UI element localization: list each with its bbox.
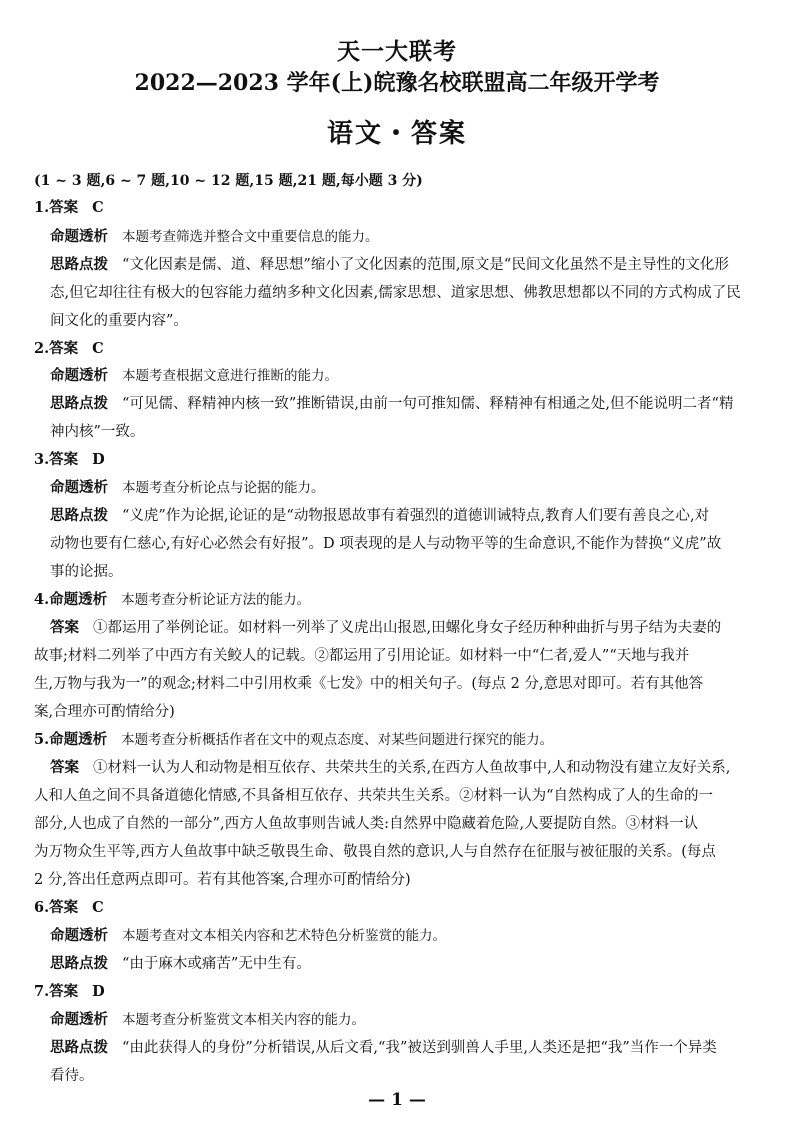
q4-answer-text-1: ①都运用了举例论证。如材料一列举了义虎出山报恩,田螺化身女子经历种种曲折与男子结为夫妻的 xyxy=(93,620,722,636)
tips-label: 思路点拨 xyxy=(50,256,108,273)
q1-analysis: 本题考查筛选并整合文中重要信息的能力。 xyxy=(122,229,379,245)
q7-tips-line xyxy=(50,1036,717,1057)
q5-number: 5. xyxy=(34,731,50,748)
q7-answer: D xyxy=(92,983,105,1000)
q1-answer-line xyxy=(34,196,104,217)
q3-answer: D xyxy=(92,451,105,468)
q5-answer-text-4: 为万物众生平等,西方人鱼故事中缺乏敬畏生命、敬畏自然的意识,人与自然存在征服与被征服的关系。(每点 xyxy=(34,844,716,860)
q3-answer-line xyxy=(34,448,105,469)
q5-answer-text-2: 人和人鱼之间不具备道德化情感,不具备相互依存、共荣共生关系。②材料一认为“自然构成了人的生命的一 xyxy=(34,788,714,804)
q3-number: 3. xyxy=(34,451,50,468)
tips-label: 思路点拨 xyxy=(50,395,108,412)
q7-answer-line xyxy=(34,980,105,1001)
q3-tips-text-2: 动物也要有仁慈心,有好心必然会有好报”。D 项表现的是人与动物平等的生命意识,不能作为替换“义虎”故 xyxy=(50,536,722,552)
q6-analysis-line xyxy=(50,924,446,945)
answer-label: 答案 xyxy=(49,340,79,357)
answer-label: 答案 xyxy=(49,983,79,1000)
q4-answer-line xyxy=(50,616,721,637)
analysis-label: 命题透析 xyxy=(49,591,108,608)
q2-number: 2. xyxy=(34,340,50,357)
q3-tips-text-1: “义虎”作为论据,论证的是“动物报恩故事有着强烈的道德训诫特点,教育人们要有善良之心,对 xyxy=(122,508,710,524)
q6-answer: C xyxy=(92,899,104,916)
tips-label: 思路点拨 xyxy=(50,955,108,972)
q2-analysis-line xyxy=(50,364,338,385)
q2-analysis: 本题考查根据文意进行推断的能力。 xyxy=(122,368,338,384)
page-number: — 1 — xyxy=(368,1090,426,1110)
q3-analysis-line xyxy=(50,476,325,497)
q6-tips-text-1: “由于麻木或痛苦”无中生有。 xyxy=(122,956,311,972)
analysis-label: 命题透析 xyxy=(50,1011,108,1028)
q7-analysis: 本题考查分析鉴赏文本相关内容的能力。 xyxy=(122,1012,365,1028)
answer-label: 答案 xyxy=(50,759,79,776)
analysis-label: 命题透析 xyxy=(50,228,108,245)
q4-analysis: 本题考查分析论证方法的能力。 xyxy=(121,592,311,608)
q4-analysis-line xyxy=(34,588,310,609)
q1-analysis-line xyxy=(50,225,379,246)
exam-subtitle: 2022—2023 学年(上)皖豫名校联盟高二年级开学考 xyxy=(134,70,660,96)
q1-number: 1. xyxy=(34,199,50,216)
q3-tips-text-3: 事的论据。 xyxy=(50,564,123,580)
q6-number: 6. xyxy=(34,899,50,916)
q7-tips-text-2: 看待。 xyxy=(50,1068,94,1084)
q2-answer-line xyxy=(34,337,104,358)
q5-answer-text-3: 部分,人也成了自然的一部分”,西方人鱼故事则告诫人类:自然界中隐藏着危险,人要提防自然。③材料一认 xyxy=(34,816,699,832)
q6-tips-line xyxy=(50,952,311,973)
answer-label: 答案 xyxy=(49,899,79,916)
q1-tips-text-3: 间文化的重要内容”。 xyxy=(50,313,188,329)
q1-tips-text-1: “文化因素是儒、道、释思想”缩小了文化因素的范围,原文是“民间文化虽然不是主导性的文化形 xyxy=(122,257,729,273)
q2-tips-line xyxy=(50,392,733,413)
tips-label: 思路点拨 xyxy=(50,507,108,524)
q4-answer-text-2: 故事;材料二列举了中西方有关鲛人的记载。②都运用了引用论证。如材料一中“仁者,爱人”“天地与我并 xyxy=(34,648,690,664)
q6-analysis: 本题考查对文本相关内容和艺术特色分析鉴赏的能力。 xyxy=(122,928,446,944)
q5-answer-text-5: 2 分,答出任意两点即可。若有其他答案,合理亦可酌情给分) xyxy=(34,872,411,888)
q7-number: 7. xyxy=(34,983,50,1000)
analysis-label: 命题透析 xyxy=(49,731,108,748)
answer-label: 答案 xyxy=(49,199,79,216)
q1-tips-line xyxy=(50,253,729,274)
q2-tips-text-2: 神内核”一致。 xyxy=(50,424,145,440)
analysis-label: 命题透析 xyxy=(50,927,108,944)
q5-answer-line xyxy=(50,756,730,777)
q3-tips-line xyxy=(50,504,709,525)
q5-analysis: 本题考查分析概括作者在文中的观点态度、对某些问题进行探究的能力。 xyxy=(121,732,554,748)
scoring-note: (1 ~ 3 题,6 ~ 7 题,10 ~ 12 题,15 题,21 题,每小题 3 分) xyxy=(34,173,423,189)
q5-analysis-line xyxy=(34,728,553,749)
q6-answer-line xyxy=(34,896,104,917)
q4-answer-text-3: 生,万物与我为一”的观念;材料二中引用枚乘《七发》中的相关句子。(每点 2 分,意思对即可。若有其他答 xyxy=(34,676,704,692)
analysis-label: 命题透析 xyxy=(50,479,108,496)
q7-analysis-line xyxy=(50,1008,365,1029)
q7-tips-text-1: “由此获得人的身份”分析错误,从后文看,“我”被送到驯兽人手里,人类还是把“我”当作一个异类 xyxy=(122,1040,717,1056)
q5-answer-text-1: ①材料一认为人和动物是相互依存、共荣共生的关系,在西方人鱼故事中,人和动物没有建立友好关系, xyxy=(93,760,731,776)
q1-tips-text-2: 态,但它却往往有极大的包容能力蕴纳多种文化因素,儒家思想、道家思想、佛教思想都以不同的方式构成了民 xyxy=(50,285,741,301)
analysis-label: 命题透析 xyxy=(50,367,108,384)
q2-answer: C xyxy=(92,340,104,357)
q2-tips-text-1: “可见儒、释精神内核一致”推断错误,由前一句可推知儒、释精神有相通之处,但不能说明二者“精 xyxy=(122,396,734,412)
q3-analysis: 本题考查分析论点与论据的能力。 xyxy=(122,480,325,496)
tips-label: 思路点拨 xyxy=(50,1039,108,1056)
answer-label: 答案 xyxy=(49,451,79,468)
document-title: 语文・答案 xyxy=(326,119,467,149)
exam-organizer-title: 天一大联考 xyxy=(337,38,457,65)
q4-number: 4. xyxy=(34,591,50,608)
q1-answer: C xyxy=(92,199,104,216)
answer-label: 答案 xyxy=(50,619,79,636)
q4-answer-text-4: 案,合理亦可酌情给分) xyxy=(34,704,175,720)
